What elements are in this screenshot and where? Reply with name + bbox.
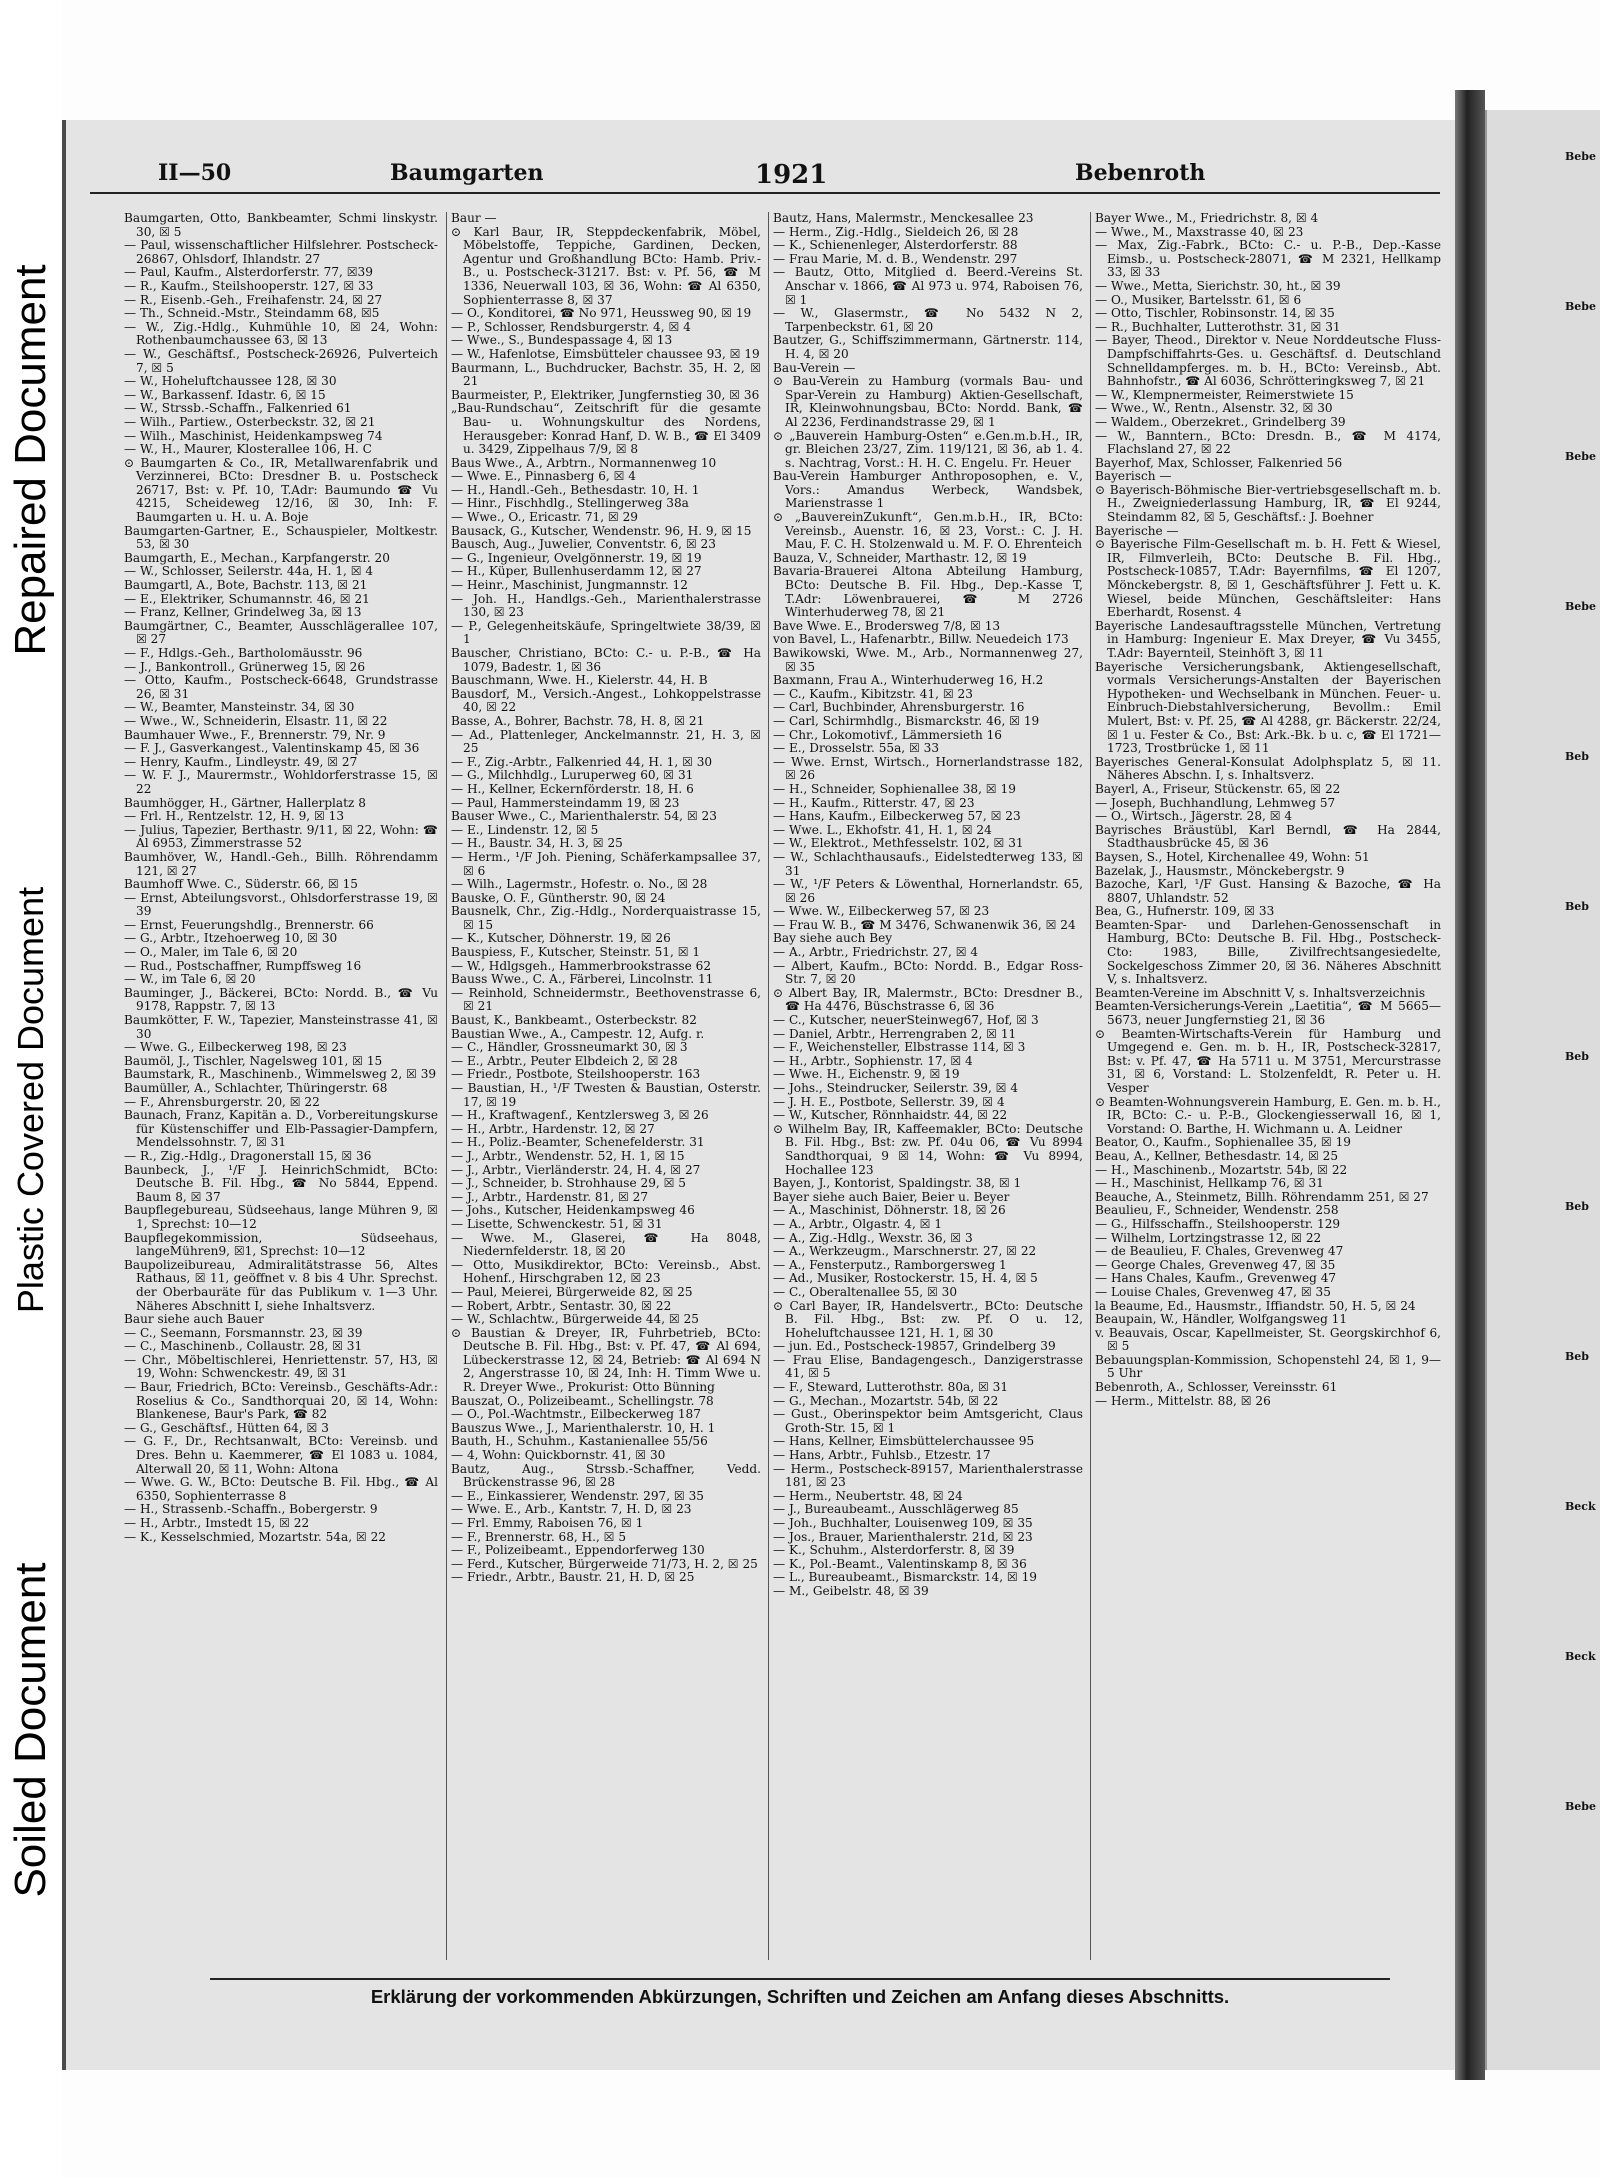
- directory-entry: Baumgarten, Otto, Bankbeamter, Schmi linskystr. 30, ☒ 5: [124, 212, 438, 239]
- directory-entry: — W., im Tale 6, ☒ 20: [124, 972, 256, 987]
- directory-entry: Bazelak, J., Hausmstr., Mönckebergstr. 9: [1095, 863, 1345, 878]
- directory-entry: — R., Kaufm., Steilshooperstr. 127, ☒ 33: [124, 278, 374, 293]
- directory-entry: — 4, Wohn: Quickbornstr. 41, ☒ 30: [451, 1448, 666, 1463]
- directory-entry: — Chr., Möbeltischlerei, Henriettenstr. 57, H3, ☒ 19, Wohn: Schwenckestr. 49, ☒ 31: [124, 1352, 438, 1381]
- directory-entry: — K., Pol.-Beamt., Valentinskamp 8, ☒ 36: [773, 1556, 1027, 1571]
- abbreviation-footnote: Erklärung der vorkommenden Abkürzungen, Schriften und Zeichen am Anfang dieses Abschnitts.: [210, 1978, 1390, 2008]
- directory-entry: — Heinr., Maschinist, Jungmannstr. 12: [451, 578, 688, 593]
- directory-entry: Beauche, A., Steinmetz, Billh. Röhrendamm 251, ☒ 27: [1095, 1189, 1429, 1204]
- directory-entry: — Lisette, Schwenckestr. 51, ☒ 31: [451, 1216, 663, 1231]
- directory-entry: — H., Arbtr., Imstedt 15, ☒ 22: [124, 1516, 310, 1530]
- directory-entry: Baurmann, L., Buchdrucker, Bachstr. 35, H. 2, ☒ 21: [451, 360, 761, 389]
- directory-entry: — P., Schlosser, Rendsburgerstr. 4, ☒ 4: [451, 319, 691, 334]
- directory-entry: — de Beaulieu, F. Chales, Grevenweg 47: [1095, 1244, 1344, 1259]
- directory-entry: — Wilhelm, Lortzingstrasse 12, ☒ 22: [1095, 1230, 1322, 1245]
- directory-entry: — W., Zig.-Hdlg., Kuhmühle 10, ☒ 24, Wohn: Rothenbaumchaussee 63, ☒ 13: [124, 319, 438, 348]
- directory-entry: Baumhoff Wwe. C., Süderstr. 66, ☒ 15: [124, 877, 358, 892]
- directory-entry: Basse, A., Bohrer, Bachstr. 78, H. 8, ☒ 21: [451, 713, 705, 728]
- directory-entry: Bautz, Aug., Strssb.-Schaffner, Vedd. Brückenstrasse 96, ☒ 28: [451, 1461, 761, 1490]
- directory-entry: Bavaria-Brauerei Altona Abteilung Hamburg, BCto: Deutsche B. Fil. Hbg., Dep.-Kasse T, T.Adr: Löwenbrauerei, ☎ M 2726 Winterhuderweg 78, ☒ 21: [773, 564, 1083, 620]
- directory-entry: — K., Schienenleger, Alsterdorferstr. 88: [773, 238, 1018, 253]
- directory-entry: Bayen, J., Kontorist, Spaldingstr. 38, ☒ 1: [773, 1176, 1022, 1191]
- directory-entry: — O., Musiker, Bartelsstr. 61, ☒ 6: [1095, 292, 1302, 307]
- directory-entry: — Ad., Musiker, Rostockerstr. 15, H. 4, ☒ 5: [773, 1271, 1038, 1286]
- directory-entry: — Wwe., W., Rentn., Alsenstr. 32, ☒ 30: [1095, 401, 1333, 416]
- directory-entry: — O., Wirtsch., Jägerstr. 28, ☒ 4: [1095, 809, 1293, 824]
- directory-entry: ⊙ Albert Bay, IR, Malermstr., BCto: Dresdner B., ☎ Ha 4476, Büschstrasse 6, ☒ 36: [773, 985, 1083, 1014]
- directory-entry: — Carl, Buchbinder, Ahrensburgerstr. 16: [773, 700, 1025, 715]
- directory-entry: Baumhauer Wwe., F., Brennerstr. 79, Nr. 9: [124, 727, 386, 742]
- directory-entry: Baumgärtner, C., Beamter, Ausschlägerallee 107, ☒ 27: [124, 618, 438, 647]
- label-repaired-document: Repaired Document: [6, 264, 55, 656]
- directory-entry: — W., Schlachthausaufs., Eidelstedterweg 133, ☒ 31: [773, 849, 1083, 878]
- directory-entry: — W., Schlachtw., Bürgerweide 44, ☒ 25: [451, 1312, 699, 1327]
- directory-entry: Beau, A., Kellner, Bethesdastr. 14, ☒ 25: [1095, 1148, 1339, 1163]
- directory-entry: Beamten-Vereine im Abschnitt V, s. Inhaltsverzeichnis: [1095, 985, 1426, 1000]
- directory-entry: Bauth, H., Schuhm., Kastanienallee 55/56: [451, 1434, 708, 1449]
- directory-entry: — E., Drosselstr. 55a, ☒ 33: [773, 741, 940, 756]
- directory-entry: Baumstark, R., Maschinenb., Wimmelsweg 2, ☒ 39: [124, 1067, 437, 1082]
- directory-entry: Bave Wwe. E., Brodersweg 7/8, ☒ 13: [773, 618, 1001, 633]
- directory-entry: — Th., Schneid.-Mstr., Steindamm 68, ☒5: [124, 306, 380, 321]
- directory-entry: ⊙ „BauvereinZukunft“, Gen.m.b.H., IR, BCto: Vereinsb., Auenstr. 16, ☒ 23, Vorst.: C. J. H. Mau, F. C. H. Stolzenwald u. M. F. O. Ehrenteich: [773, 510, 1083, 552]
- directory-entry: — W., Strssb.-Schaffn., Falkenried 61: [124, 401, 352, 416]
- directory-entry: „Bau-Rundschau“, Zeitschrift für die gesamte Bau- u. Wohnungskultur des Nordens, Herausgeber: Konrad Hanf, D. W. B., ☎ El 3409 u. 3429, Zippelhaus 7/9, ☒ 8: [451, 401, 761, 457]
- directory-entry: Bauszus Wwe., J., Marienthalerstr. 10, H. 1: [451, 1420, 716, 1435]
- directory-entry: — Franz, Kellner, Grindelweg 3a, ☒ 13: [124, 605, 362, 620]
- directory-entry: — K., Kutscher, Döhnerstr. 19, ☒ 26: [451, 931, 671, 946]
- directory-entry: — A., Zig.-Hdlg., Wexstr. 36, ☒ 3: [773, 1230, 973, 1245]
- directory-entry: — G., Ingenieur, Ovelgönnerstr. 19, ☒ 19: [451, 550, 702, 565]
- directory-entry: Baumhöver, W., Handl.-Geh., Billh. Röhrendamm 121, ☒ 27: [124, 849, 438, 878]
- directory-entry: — Wwe. G. W., BCto: Deutsche B. Fil. Hbg., ☎ Al 6350, Sophienterrasse 8: [124, 1475, 438, 1503]
- directory-entry: Bayerische Landesauftragsstelle München, Vertretung in Hamburg: Ingenieur E. Max Dreyer, ☎ Vu 3455, T.Adr: Bayernteil, Steinhöft 3, ☒ 11: [1095, 618, 1441, 660]
- directory-entry: Baur siehe auch Bauer: [124, 1312, 264, 1327]
- directory-entry: — Frau Elise, Bandagengesch., Danzigerstrasse 41, ☒ 5: [773, 1352, 1083, 1381]
- directory-entry: Bau-Verein —: [773, 360, 856, 375]
- directory-entry: — Frl. Emmy, Raboisen 76, ☒ 1: [451, 1516, 644, 1530]
- directory-entry: — Hans, Kellner, Eimsbüttelerchaussee 95: [773, 1434, 1035, 1449]
- directory-entry: — W., Elektrot., Methfesselstr. 102, ☒ 31: [773, 836, 1024, 851]
- directory-entry: ⊙ Wilhelm Bay, IR, Kaffeemakler, BCto: Deutsche B. Fil. Hbg., Bst: zw. Pf. 04u 06, ☎ Vu 8994 Sandthorquai, 9 ☒ 14, Wohn: ☎ Vu 8994, Hochallee 123: [773, 1121, 1083, 1177]
- directory-entry: — Max, Zig.-Fabrk., BCto: C.- u. P.-B., Dep.-Kasse Eimsb., u. Postscheck-28071, ☎ M 2321, Hellkamp 33, ☒ 33: [1095, 238, 1441, 280]
- directory-entry: — W., H., Maurer, Klosterallee 106, H. C: [124, 442, 372, 457]
- directory-entry: — O., Konditorei, ☎ No 971, Heussweg 90, ☒ 19: [451, 306, 752, 321]
- directory-entry: Bayerisch —: [1095, 469, 1172, 484]
- directory-entry: — E., Einkassierer, Wendenstr. 297, ☒ 35: [451, 1488, 704, 1503]
- directory-entry: — Wwe. G., Eilbeckerweg 198, ☒ 23: [124, 1040, 347, 1055]
- directory-entry: — Otto, Musikdirektor, BCto: Vereinsb., Abst. Hohenf., Hirschgraben 12, ☒ 23: [451, 1257, 761, 1286]
- page-number: II—50: [158, 160, 232, 186]
- directory-entry: Baus Wwe., A., Arbtrn., Normannenweg 10: [451, 455, 717, 470]
- directory-entry: — F., Brennerstr. 68, H., ☒ 5: [451, 1529, 627, 1544]
- directory-entry: Bayerische —: [1095, 523, 1179, 538]
- directory-entry: — R., Zig.-Hdlg., Dragonerstall 15, ☒ 36: [124, 1148, 372, 1163]
- directory-entry: — Reinhold, Schneidermstr., Beethovenstrasse 6, ☒ 21: [451, 985, 761, 1014]
- directory-entry: Bazoche, Karl, ¹/F Gust. Hansing & Bazoche, ☎ Ha 8807, Uhlandstr. 52: [1095, 877, 1441, 905]
- directory-entry: — W., Hdlgsgeh., Hammerbrookstrasse 62: [451, 958, 712, 973]
- directory-entry: Bauser Wwe., C., Marienthalerstr. 54, ☒ 23: [451, 809, 717, 824]
- directory-entry: — W., Beamter, Mansteinstr. 34, ☒ 30: [124, 700, 355, 715]
- directory-entry: — Rud., Postschaffner, Rumpffsweg 16: [124, 958, 362, 973]
- directory-column-3: [768, 212, 1083, 1960]
- directory-entry: — Wilh., Lagermstr., Hofestr. o. No., ☒ 28: [451, 877, 708, 892]
- directory-entry: Bayerl, A., Friseur, Stückenstr. 65, ☒ 22: [1095, 781, 1341, 796]
- directory-entry: — H., Handl.-Geh., Bethesdastr. 10, H. 1: [451, 482, 700, 497]
- directory-entry: — Louise Chales, Grevenweg 47, ☒ 35: [1095, 1284, 1331, 1299]
- directory-entry: Bauszat, O., Polizeibeamt., Schellingstr. 78: [451, 1393, 714, 1408]
- directory-entry: — F., Zig.-Arbtr., Falkenried 44, H. 1, ☒ 30: [451, 754, 713, 769]
- directory-entry: — Frau Marie, M. d. B., Wendenstr. 297: [773, 251, 1018, 266]
- directory-entry: — Baustian, H., ¹/F Twesten & Baustian, Osterstr. 17, ☒ 19: [451, 1081, 761, 1109]
- directory-entry: — K., Schuhm., Alsterdorferstr. 8, ☒ 39: [773, 1543, 1015, 1558]
- directory-entry: Bauminger, J., Bäckerei, BCto: Nordd. B., ☎ Vu 9178, Rappstr. 7, ☒ 13: [124, 985, 438, 1014]
- directory-entry: ⊙ Carl Bayer, IR, Handelsvertr., BCto: Deutsche B. Fil. Hbg., Bst: zw. Pf. O u. 12, Hoheluftchaussee 121, H. 1, ☒ 30: [773, 1298, 1083, 1340]
- directory-entry: — W., Hoheluftchaussee 128, ☒ 30: [124, 374, 337, 389]
- directory-entry: — Henry, Kaufm., Lindleystr. 49, ☒ 27: [124, 754, 358, 769]
- header-last-name: Bebenroth: [1075, 160, 1206, 186]
- directory-entry: — Wilh., Partiew., Osterbeckstr. 32, ☒ 21: [124, 414, 376, 429]
- directory-entry: Baust, K., Bankbeamt., Osterbeckstr. 82: [451, 1013, 697, 1028]
- directory-column-2: [446, 212, 761, 1960]
- directory-entry: — J. H. E., Postbote, Sellerstr. 39, ☒ 4: [773, 1094, 1005, 1109]
- directory-entry: Baxmann, Frau A., Winterhuderweg 16, H.2: [773, 673, 1044, 688]
- directory-entry: Beator, O., Kaufm., Sophienallee 35, ☒ 19: [1095, 1135, 1351, 1150]
- directory-entry: — A., Arbtr., Olgastr. 4, ☒ 1: [773, 1216, 943, 1231]
- directory-entry: — Herm., Neubertstr. 48, ☒ 24: [773, 1488, 963, 1503]
- directory-entry: — Wwe. E., Arb., Kantstr. 7, H. D, ☒ 23: [451, 1502, 692, 1517]
- directory-entry: — Waldem., Oberzekret., Grindelberg 39: [1095, 414, 1346, 429]
- header-first-name: Baumgarten: [390, 160, 544, 186]
- directory-entry: Bayerhof, Max, Schlosser, Falkenried 56: [1095, 455, 1343, 470]
- directory-entry: — R., Eisenb.-Geh., Freihafenstr. 24, ☒ 27: [124, 292, 383, 307]
- directory-entry: — C., Kaufm., Kibitzstr. 41, ☒ 23: [773, 686, 973, 701]
- directory-entry: ⊙ Baumgarten & Co., IR, Metallwarenfabrik und Verzinnerei, BCto: Dresdner B. u. Postscheck 26717, Bst: v. Pf. 10, T.Adr: Baumundo ☎ Vu 4215, Scheideweg 12/16, ☒ 30, Inh: F. Baumgarten u. H. u. A. Boje: [124, 455, 438, 525]
- directory-entry: Baumgarth, E., Mechan., Karpfangerstr. 20: [124, 550, 390, 565]
- directory-entry: — A., Arbtr., Friedrichstr. 27, ☒ 4: [773, 945, 979, 960]
- directory-entry: — L., Bureaubeamt., Bismarckstr. 14, ☒ 19: [773, 1570, 1037, 1585]
- directory-entry: — H., Maschinist, Hellkamp 76, ☒ 31: [1095, 1176, 1324, 1191]
- directory-entry: — George Chales, Grevenweg 47, ☒ 35: [1095, 1257, 1336, 1272]
- header-year: 1921: [755, 160, 828, 190]
- directory-entry: — Wwe., M., Maxstrasse 40, ☒ 23: [1095, 224, 1304, 239]
- directory-entry: — W., Barkassenf. Idastr. 6, ☒ 15: [124, 387, 326, 402]
- directory-entry: — G., Mechan., Mozartstr. 54b, ☒ 22: [773, 1393, 999, 1408]
- directory-entry: ⊙ Beamten-Wirtschafts-Verein für Hamburg und Umgegend e. Gen. m. b. H., IR, Postscheck-32817, Bst: v. Pf. 47, ☎ Ha 5711 u. M 3751, Mercurstrasse 31, ☒ 6, Vorstand: L. Stolzenfeldt, R. Peter u. H. Vesper: [1095, 1026, 1441, 1095]
- directory-entry: — H., Kraftwagenf., Kentzlersweg 3, ☒ 26: [451, 1108, 709, 1123]
- directory-entry: — Paul, Hammersteindamm 19, ☒ 23: [451, 795, 680, 810]
- directory-entry: Baumgartl, A., Bote, Bachstr. 113, ☒ 21: [124, 578, 368, 593]
- directory-entry: — F. J., Gasverkangest., Valentinskamp 45, ☒ 36: [124, 741, 420, 756]
- directory-column-4: [1090, 212, 1441, 1960]
- directory-entry: Bauscher, Christiano, BCto: C.- u. P.-B., ☎ Ha 1079, Badestr. 1, ☒ 36: [451, 646, 761, 674]
- directory-entry: — G., Milchhdlg., Luruperweg 60, ☒ 31: [451, 768, 694, 783]
- label-soiled-document: Soiled Document: [6, 1562, 55, 1898]
- directory-entry: — E., Lindenstr. 12, ☒ 5: [451, 822, 599, 837]
- label-plastic-covered-document: Plastic Covered Document: [10, 886, 51, 1314]
- directory-entry: Bau-Verein Hamburger Anthroposophen, e. V., Vors.: Amandus Werbeck, Wandsbek, Marienstrasse 1: [773, 469, 1083, 511]
- directory-entry: — Albert, Kaufm., BCto: Nordd. B., Edgar Ross-Str. 7, ☒ 20: [773, 958, 1083, 987]
- directory-entry: — Baur, Friedrich, BCto: Vereinsb., Geschäfts-Adr.: Roselius & Co., Sandthorquai 20, ☒ 14, Wohn: Blankenese, Baur's Park, ☎ 82: [124, 1380, 438, 1422]
- directory-entry: — Wwe. W., Eilbeckerweg 57, ☒ 23: [773, 904, 990, 919]
- directory-entry: — W., Geschäftsf., Postscheck-26926, Pulverteich 7, ☒ 5: [124, 346, 438, 375]
- directory-entry: Bauske, O. F., Güntherstr. 90, ☒ 24: [451, 890, 666, 905]
- directory-entry: Baumgarten-Gartner, E., Schauspieler, Moltkestr. 53, ☒ 30: [124, 523, 438, 552]
- directory-entry: Bautz, Hans, Malermstr., Menckesallee 23: [773, 212, 1034, 225]
- directory-entry: v. Beauvais, Oscar, Kapellmeister, St. Georgskirchhof 6, ☒ 5: [1095, 1325, 1441, 1354]
- directory-entry: Bausch, Aug., Juwelier, Conventstr. 6, ☒ 23: [451, 537, 716, 552]
- directory-entry: — H., Küper, Bullenhuserdamm 12, ☒ 27: [451, 564, 702, 579]
- directory-entry: — J., Bureaubeamt., Ausschlägerweg 85: [773, 1502, 1019, 1517]
- directory-entry: — J., Arbtr., Hardenstr. 81, ☒ 27: [451, 1189, 649, 1204]
- directory-entry: — Paul, Meierei, Bürgerweide 82, ☒ 25: [451, 1284, 693, 1299]
- directory-entry: Baumkötter, F. W., Tapezier, Mansteinstrasse 41, ☒ 30: [124, 1013, 438, 1041]
- directory-entry: Bay siehe auch Bey: [773, 931, 893, 946]
- directory-entry: — W., Hafenlotse, Eimsbütteler chaussee 93, ☒ 19: [451, 346, 760, 361]
- directory-entry: — Julius, Tapezier, Berthastr. 9/11, ☒ 22, Wohn: ☎ Al 6953, Zimmerstrasse 52: [124, 822, 438, 851]
- directory-entry: — F., Polizeibeamt., Eppendorferweg 130: [451, 1543, 705, 1558]
- directory-entry: — Friedr., Arbtr., Baustr. 21, H. D, ☒ 25: [451, 1570, 695, 1585]
- directory-entry: — Robert, Arbtr., Sentastr. 30, ☒ 22: [451, 1298, 672, 1313]
- directory-entry: — W., Glasermstr., ☎ No 5432 N 2, Tarpenbeckstr. 61, ☒ 20: [773, 306, 1083, 334]
- directory-entry: Baurmeister, P., Elektriker, Jungfernstieg 30, ☒ 36: [451, 387, 760, 402]
- directory-entry: — Wwe., Metta, Sierichstr. 30, ht., ☒ 39: [1095, 278, 1341, 293]
- directory-entry: — Bayer, Theod., Direktor v. Neue Norddeutsche Fluss-Dampfschiffahrts-Ges. u. Geschäftsf. d. Deutschland Schnelldampferges. m. b. H., BCto: Vereinsb., Abt. Bahnhofstr., ☎ Al 6036, Schrötteringksweg 7, ☒ 21: [1095, 333, 1441, 389]
- directory-entry: — J., Arbtr., Wendenstr. 52, H. 1, ☒ 15: [451, 1148, 685, 1163]
- directory-entry: Bausdorf, M., Versich.-Angest., Lohkoppelstrasse 40, ☒ 22: [451, 686, 761, 715]
- directory-entry: — H., Kaufm., Ritterstr. 47, ☒ 23: [773, 795, 975, 810]
- directory-entry: — W., Kutscher, Rönnhaidstr. 44, ☒ 22: [773, 1108, 1008, 1123]
- condition-label-strip: [0, 0, 62, 2177]
- directory-entry: — H., Strassenb.-Schaffn., Bobergerstr. 9: [124, 1502, 378, 1517]
- directory-entry: la Beaume, Ed., Hausmstr., Iffiandstr. 50, H. 5, ☒ 24: [1095, 1298, 1416, 1313]
- directory-entry: — H., Poliz.-Beamter, Schenefelderstr. 31: [451, 1135, 705, 1150]
- directory-entry: — G., Geschäftsf., Hütten 64, ☒ 3: [124, 1420, 329, 1435]
- directory-entry: ⊙ Bayerisch-Böhmische Bier-vertriebsgesellschaft m. b. H., Zweigniederlassung Hamburg, IR, ☎ El 9244, Steindamm 82, ☒ 5, Geschäftsf.: J. Boehner: [1095, 482, 1441, 525]
- directory-entry: — Herm., Mittelstr. 88, ☒ 26: [1095, 1393, 1271, 1408]
- directory-entry: — jun. Ed., Postscheck-19857, Grindelberg 39: [773, 1339, 1056, 1354]
- directory-entry: Bebauungsplan-Kommission, Schopenstehl 24, ☒ 1, 9—5 Uhr: [1095, 1352, 1441, 1381]
- directory-entry: — A., Maschinist, Döhnerstr. 18, ☒ 26: [773, 1203, 1006, 1218]
- directory-entry: Baumüller, A., Schlachter, Thüringerstr. 68: [124, 1081, 388, 1095]
- directory-entry: — Johs., Kutscher, Heidenkampsweg 46: [451, 1203, 695, 1218]
- directory-entry: — Chr., Lokomotivf., Lämmersieth 16: [773, 727, 1003, 742]
- directory-entry: — Herm., Postscheck-89157, Marienthalerstrasse 181, ☒ 23: [773, 1461, 1083, 1490]
- directory-entry: — Hans Chales, Kaufm., Grevenweg 47: [1095, 1271, 1337, 1286]
- directory-entry: Bebenroth, A., Schlosser, Vereinsstr. 61: [1095, 1380, 1338, 1395]
- directory-entry: — Ernst, Abteilungsvorst., Ohlsdorferstrasse 19, ☒ 39: [124, 890, 438, 919]
- directory-entry: — A., Fensterputz., Ramborgersweg 1: [773, 1257, 1007, 1272]
- directory-entry: — F., Hdlgs.-Geh., Bartholomäusstr. 96: [124, 646, 363, 660]
- directory-entry: Bausack, G., Kutscher, Wendenstr. 96, H. 9, ☒ 15: [451, 523, 752, 538]
- directory-entry: Baumöl, J., Tischler, Nagelsweg 101, ☒ 15: [124, 1053, 383, 1068]
- directory-entry: von Bavel, L., Hafenarbtr., Billw. Neuedeich 173: [773, 632, 1069, 647]
- directory-entry: — J., Arbtr., Vierländerstr. 24, H. 4, ☒ 27: [451, 1162, 701, 1177]
- directory-entry: — O., Maler, im Tale 6, ☒ 20: [124, 945, 298, 960]
- directory-entry: — Ferd., Kutscher, Bürgerweide 71/73, H. 2, ☒ 25: [451, 1556, 758, 1571]
- directory-entry: — Wilh., Maschinist, Heidenkampsweg 74: [124, 428, 383, 443]
- directory-entry: — H., Kellner, Eckernförderstr. 18, H. 6: [451, 781, 694, 796]
- directory-entry: ⊙ Beamten-Wohnungsverein Hamburg, E. Gen. m. b. H., IR, BCto: C.- u. P.-B., Glockengiesserwall 16, ☒ 1, Vorstand: O. Barthe, H. Wichmann u. A. Leidner: [1095, 1094, 1441, 1136]
- directory-entry: — P., Gelegenheitskäufe, Springeltwiete 38/39, ☒ 1: [451, 618, 761, 647]
- directory-entry: — Frl. H., Rentzelstr. 12, H. 9, ☒ 13: [124, 809, 345, 824]
- directory-entry: — W., Banntern., BCto: Dresdn. B., ☎ M 4174, Flachsland 27, ☒ 22: [1095, 428, 1441, 457]
- directory-entry: Baur —: [451, 212, 497, 225]
- directory-entry: — Herm., ¹/F Joh. Piening, Schäferkampsallee 37, ☒ 6: [451, 849, 761, 878]
- directory-entry: — K., Kesselschmied, Mozartstr. 54a, ☒ 22: [124, 1529, 386, 1544]
- next-page-edge: Bebe Bebe Bebe Bebe Beb Beb Beb Beb Beb Beck Beck Bebe: [1485, 110, 1600, 2070]
- directory-entry: — Hinr., Fischhdlg., Stellingerweg 38a: [451, 496, 689, 511]
- directory-entry: Baupflegekommission, Südseehaus, langeMühren9, ☒1, Sprechst: 10—12: [124, 1230, 438, 1259]
- directory-entry: — H., Baustr. 34, H. 3, ☒ 25: [451, 836, 623, 851]
- directory-entry: — Frau W. B., ☎ M 3476, Schwanenwik 36, ☒ 24: [773, 917, 1076, 932]
- directory-entry: — Johs., Steindrucker, Seilerstr. 39, ☒ 4: [773, 1081, 1019, 1095]
- directory-entry: — Daniel, Arbtr., Herrengraben 2, ☒ 11: [773, 1026, 1017, 1041]
- directory-entry: — H., Arbtr., Sophienstr. 17, ☒ 4: [773, 1053, 973, 1068]
- directory-entry: Bautzer, G., Schiffszimmermann, Gärtnerstr. 114, H. 4, ☒ 20: [773, 333, 1083, 361]
- directory-entry: Bauspiess, F., Kutscher, Steinstr. 51, ☒ 1: [451, 945, 701, 960]
- directory-entry: ⊙ Bayerische Film-Gesellschaft m. b. H. Fett & Wiesel, IR, Filmverleih, BCto: Deutsche B. Fil. Hbg., Postscheck-10857, T.Adr: Bayernfilms, ☎ El 1207, Mönckebergstr. 8, ☒ 1, Geschäftsführer J. Fett u. K. Wiesel, beide München, Geschäftsleiter: Hans Eberhardt, Rosenst. 4: [1095, 537, 1441, 620]
- directory-entry: — W., ¹/F Peters & Löwenthal, Hornerlandstr. 65, ☒ 26: [773, 877, 1083, 905]
- directory-entry: — G., Arbtr., Itzehoerweg 10, ☒ 30: [124, 931, 338, 946]
- directory-entry: — G., Hilfsschaffn., Steilshooperstr. 129: [1095, 1216, 1341, 1231]
- directory-entry: — Hans, Arbtr., Fuhlsb., Etzestr. 17: [773, 1448, 991, 1463]
- directory-entry: — Friedr., Postbote, Steilshooperstr. 163: [451, 1067, 701, 1082]
- directory-entry: — C., Kutscher, neuerSteinweg67, Hof, ☒ 3: [773, 1013, 1039, 1028]
- directory-entry: — E., Arbtr., Peuter Elbdeich 2, ☒ 28: [451, 1053, 678, 1068]
- directory-entry: — Ad., Plattenleger, Anckelmannstr. 21, H. 3, ☒ 25: [451, 727, 761, 756]
- directory-entry: — C., Seemann, Forsmannstr. 23, ☒ 39: [124, 1325, 363, 1340]
- directory-entry: — Wwe., O., Ericastr. 71, ☒ 29: [451, 510, 638, 525]
- directory-entry: — H., Maschinenb., Mozartstr. 54b, ☒ 22: [1095, 1162, 1348, 1177]
- directory-entry: — Hans, Kaufm., Eilbeckerweg 57, ☒ 23: [773, 809, 1021, 824]
- directory-entry: — F., Weichensteller, Elbstrasse 114, ☒ 3: [773, 1040, 1026, 1055]
- directory-entry: — Paul, Kaufm., Alsterdorferstr. 77, ☒39: [124, 265, 373, 280]
- directory-entry: — Jos., Brauer, Marienthalerstr. 21d, ☒ 23: [773, 1529, 1033, 1544]
- directory-entry: — R., Buchhalter, Lutterothstr. 31, ☒ 31: [1095, 319, 1341, 334]
- directory-entry: — Joh. H., Handlgs.-Geh., Marienthalerstrasse 130, ☒ 23: [451, 591, 761, 620]
- directory-entry: — C., Händler, Grossneumarkt 30, ☒ 3: [451, 1040, 688, 1055]
- directory-entry: — Carl, Schirmhdlg., Bismarckstr. 46, ☒ 19: [773, 713, 1040, 728]
- directory-entry: — C., Oberaltenallee 55, ☒ 30: [773, 1284, 958, 1299]
- directory-entry: — G. F., Dr., Rechtsanwalt, BCto: Vereinsb. und Dres. Behn u. Kaemmerer, ☎ El 1083 u. 1084, Alterwall 20, ☒ 11, Wohn: Altona: [124, 1434, 438, 1476]
- directory-entry: Baupolizeibureau, Admiralitätstrasse 56, Altes Rathaus, ☒ 11, geöffnet v. 8 bis 4 Uhr. Sprechst. der Oberbauräte für das Publikum v. 1—3 Uhr. Näheres Abschnitt I, siehe Inhaltsverz.: [124, 1257, 438, 1313]
- directory-column-1: [124, 212, 438, 1960]
- directory-entry: Bauschmann, Wwe. H., Kielerstr. 44, H. B: [451, 673, 708, 688]
- directory-entry: — Bautz, Otto, Mitglied d. Beerd.-Vereins St. Anschar v. 1866, ☎ Al 973 u. 974, Raboisen 76, ☒ 1: [773, 265, 1083, 307]
- directory-entry: — Wwe. M., Glaserei, ☎ Ha 8048, Niedernfelderstr. 18, ☒ 20: [451, 1230, 761, 1259]
- directory-entry: Bayerisches General-Konsulat Adolphsplatz 5, ☒ 11. Näheres Abschn. I, s. Inhaltsverz.: [1095, 754, 1441, 783]
- directory-entry: Beamten-Spar- und Darlehen-Genossenschaft in Hamburg, BCto: Deutsche B. Fil. Hbg., Postscheck-Cto: 1983, Bille, Zivilfrechtsangesiedelte, Sockelgeschoss Zimmer 20, ☒ 36. Näheres Abschnitt V, s. Inhaltsverz.: [1095, 917, 1441, 987]
- directory-entry: — Wwe., W., Schneiderin, Elsastr. 11, ☒ 22: [124, 713, 388, 728]
- directory-entry: Baunach, Franz, Kapitän a. D., Vorbereitungskurse für Küstenschiffer und Elb-Passagier-Dampfern, Mendelssohnstr. 7, ☒ 31: [124, 1108, 438, 1150]
- directory-entry: Bayer Wwe., M., Friedrichstr. 8, ☒ 4: [1095, 212, 1319, 225]
- directory-entry: — E., Elektriker, Schumannstr. 46, ☒ 21: [124, 591, 370, 606]
- directory-entry: — F., Ahrensburgerstr. 20, ☒ 22: [124, 1094, 320, 1109]
- directory-entry: Bayer siehe auch Baier, Beier u. Beyer: [773, 1189, 1010, 1204]
- directory-entry: — W., Schlosser, Seilerstr. 44a, H. 1, ☒ 4: [124, 564, 374, 579]
- directory-entry: — W., Klempnermeister, Reimerstwiete 15: [1095, 387, 1354, 402]
- directory-entry: — Paul, wissenschaftlicher Hilfslehrer. Postscheck-26867, Ohlsdorf, Ihlandstr. 27: [124, 238, 438, 266]
- directory-entry: — Herm., Zig.-Hdlg., Sieldeich 26, ☒ 28: [773, 224, 1019, 239]
- directory-entry: Bauss Wwe., C. A., Färberei, Lincolnstr. 11: [451, 972, 714, 987]
- directory-entry: Beaulieu, F., Schneider, Wendenstr. 258: [1095, 1203, 1339, 1218]
- directory-entry: — Ernst, Feuerungshdlg., Brennerstr. 66: [124, 917, 374, 932]
- directory-entry: — Wwe. E., Pinnasberg 6, ☒ 4: [451, 469, 636, 484]
- directory-entry: — O., Pol.-Wachtmstr., Eilbeckerweg 187: [451, 1407, 701, 1422]
- directory-entry: — Gust., Oberinspektor beim Amtsgericht, Claus Groth-Str. 15, ☒ 1: [773, 1407, 1083, 1435]
- directory-entry: — H., Arbtr., Hardenstr. 12, ☒ 27: [451, 1121, 655, 1136]
- directory-entry: — H., Schneider, Sophienallee 38, ☒ 19: [773, 781, 1016, 796]
- directory-entry: — W. F. J., Maurermstr., Wohldorferstrasse 15, ☒ 22: [124, 768, 438, 796]
- directory-entry: ⊙ Karl Baur, IR, Steppdeckenfabrik, Möbel, Möbelstoffe, Teppiche, Gardinen, Decken, Agentur und Großhandlung BCto: Hamb. Priv.-B., u. Postscheck-31217. Bst: v. Pf. 56, ☎ M 1336, Neuerwall 103, ☒ 36, Wohn: ☎ Al 6350, Sophienterrasse 8, ☒ 37: [451, 224, 761, 307]
- directory-entry: — F., Steward, Lutterothstr. 80a, ☒ 31: [773, 1380, 1009, 1395]
- directory-entry: — Joh., Buchhalter, Louisenweg 109, ☒ 35: [773, 1516, 1033, 1530]
- directory-entry: ⊙ Baustian & Dreyer, IR, Fuhrbetrieb, BCto: Deutsche B. Fil. Hbg., Bst: v. Pf. 47, ☎ Al 694, Lübeckerstrasse 12, ☒ 24, Betrieb: ☎ Al 694 N 2, Angerstrasse 10, ☒ 24, Inh: H. Timm Wwe u. R. Dreyer Wwe., Prokurist: Otto Bünning: [451, 1325, 761, 1395]
- directory-entry: — Wwe., S., Bundespassage 4, ☒ 13: [451, 333, 673, 348]
- directory-entry: — Wwe. L., Ekhofstr. 41, H. 1, ☒ 24: [773, 822, 992, 837]
- directory-entry: Baustian Wwe., A., Campestr. 12, Aufg. r.: [451, 1026, 705, 1041]
- directory-entry: Bauza, V., Schneider, Marthastr. 12, ☒ 19: [773, 550, 1027, 565]
- directory-entry: Baysen, S., Hotel, Kirchenallee 49, Wohn: 51: [1095, 849, 1370, 864]
- page-gutter: [1455, 90, 1485, 2080]
- directory-entry: — M., Geibelstr. 48, ☒ 39: [773, 1583, 929, 1598]
- directory-entry: — Otto, Kaufm., Postscheck-6648, Grundstrasse 26, ☒ 31: [124, 673, 438, 701]
- directory-entry: — Wwe. H., Eichenstr. 9, ☒ 19: [773, 1067, 960, 1082]
- directory-entry: ⊙ Bau-Verein zu Hamburg (vormals Bau- und Spar-Verein zu Hamburg) Aktien-Gesellschaft, IR, Kleinwohnungsbau, BCto: Nordd. Bank, ☎ Al 2236, Ferdinandstrasse 29, ☒ 1: [773, 374, 1083, 429]
- directory-entry: — Wwe. Ernst, Wirtsch., Hornerlandstrasse 182, ☒ 26: [773, 754, 1083, 783]
- directory-entry: Baumhögger, H., Gärtner, Hallerplatz 8: [124, 795, 366, 810]
- directory-entry: — J., Schneider, b. Strohhause 29, ☒ 5: [451, 1176, 686, 1191]
- directory-entry: Bayerische Versicherungsbank, Aktiengesellschaft, vormals Versicherungs-Anstalten der Bayerischen Hypotheken- und Wechselbank in München. Feuer- u. Einbruch-Diebstahlversicherung, Bevollm.: Emil Mulert, Bst: v. Pf. 25, ☎ Al 4288, gr. Bäckerstr. 22/24, ☒ 1 u. Fester & Co., Bst: Ark.-Bk. b u. c, ☎ El 1721—1723, Trostbrücke 1, ☒ 11: [1095, 659, 1441, 756]
- directory-entry: — C., Maschinenb., Collaustr. 28, ☒ 31: [124, 1339, 363, 1354]
- directory-entry: — Joseph, Buchhandlung, Lehmweg 57: [1095, 795, 1336, 810]
- running-head: [90, 158, 1440, 194]
- directory-entry: Bawikowski, Wwe. M., Arb., Normannenweg 27, ☒ 35: [773, 646, 1083, 674]
- directory-entry: Beaupain, W., Händler, Wolfgangsweg 11: [1095, 1312, 1348, 1327]
- directory-entry: ⊙ „Bauverein Hamburg-Osten“ e.Gen.m.b.H., IR, gr. Bleichen 23/27, Zim. 119/121, ☒ 36, ab 1. 4. s. Nachtrag, Vorst.: H. H. C. Engelu. Fr. Heuer: [773, 428, 1083, 470]
- directory-entry: Bea, G., Hufnerstr. 109, ☒ 33: [1095, 904, 1275, 919]
- directory-entry: — J., Bankontroll., Grünerweg 15, ☒ 26: [124, 659, 366, 674]
- directory-entry: Bayrisches Bräustübl, Karl Berndl, ☎ Ha 2844, Stadthausbrücke 45, ☒ 36: [1095, 822, 1441, 851]
- directory-entry: Baunbeck, J., ¹/F J. HeinrichSchmidt, BCto: Deutsche B. Fil. Hbg., ☎ No 5844, Eppend. Baum 8, ☒ 37: [124, 1162, 438, 1204]
- directory-entry: — Otto, Tischler, Robinsonstr. 14, ☒ 35: [1095, 306, 1335, 321]
- directory-entry: Beamten-Versicherungs-Verein „Laetitia“, ☎ M 5665—5673, neuer Jungfernstieg 21, ☒ 36: [1095, 999, 1441, 1028]
- directory-entry: — A., Werkzeugm., Marschnerstr. 27, ☒ 22: [773, 1244, 1037, 1259]
- directory-entry: Baupflegebureau, Südseehaus, lange Mühren 9, ☒ 1, Sprechst: 10—12: [124, 1203, 438, 1231]
- directory-entry: Bausnelk, Chr., Zig.-Hdlg., Norderquaistrasse 15, ☒ 15: [451, 904, 761, 932]
